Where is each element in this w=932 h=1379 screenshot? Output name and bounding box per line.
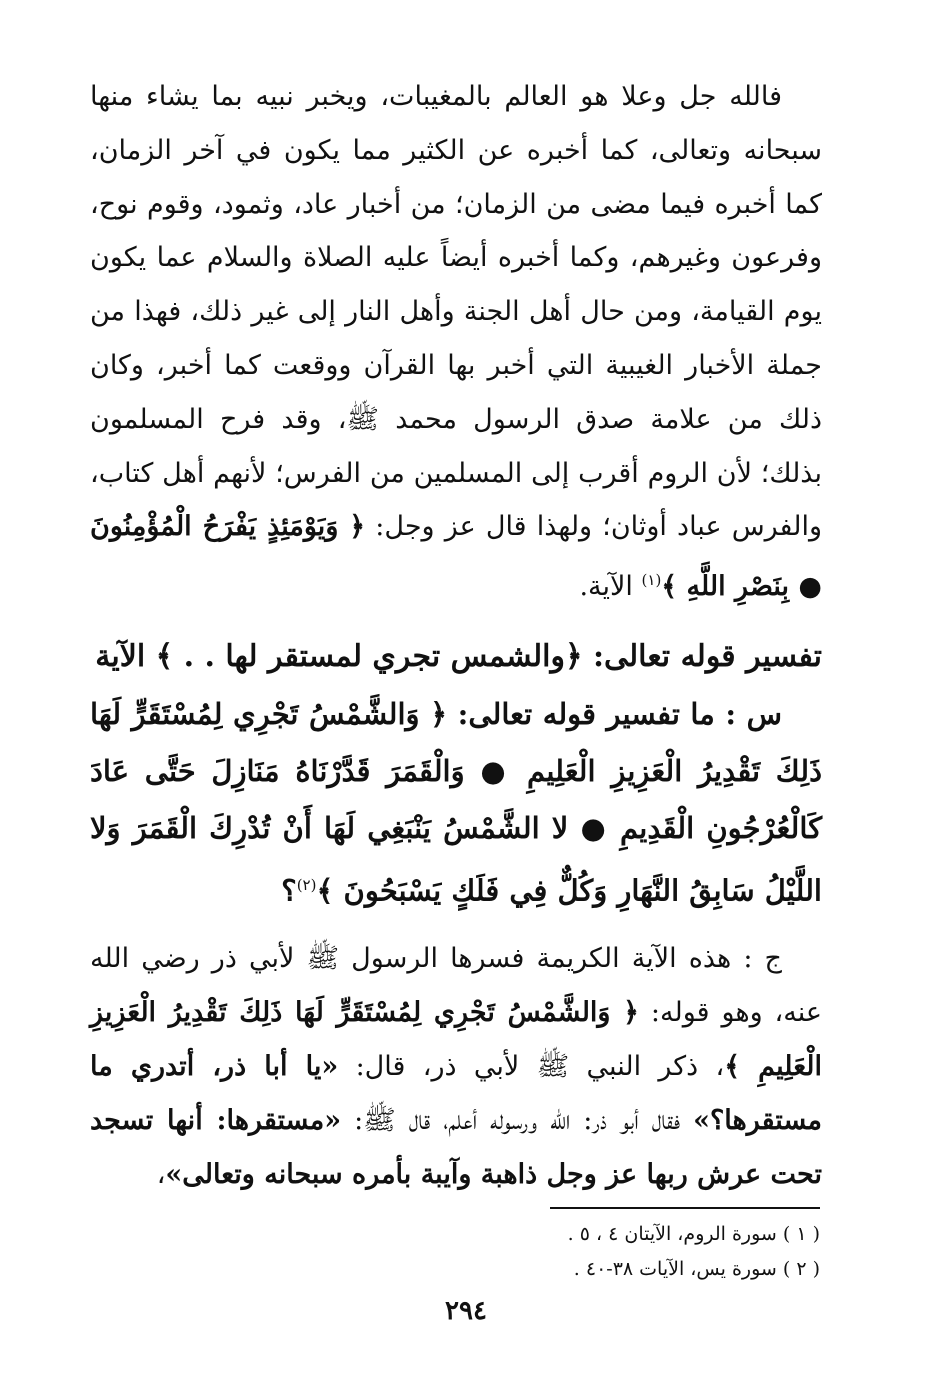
- footnotes: [90, 1217, 820, 1287]
- answer-text: ج : هذه الآية الكريمة فسرها الرسول ﷺ لأبي ذر رضي الله عنه، وهو قوله:: [90, 942, 823, 1028]
- question-end: ؟: [281, 873, 297, 908]
- page-number: ٢٩٤: [445, 1296, 487, 1326]
- answer-paragraph: [90, 932, 822, 1202]
- answer-text: فقال أبو ذر: الله ورسوله أعلم، قال ﷺ:: [341, 1104, 694, 1136]
- paragraph-text: فالله جل وعلا هو العالم بالمغيبات، ويخبر نبيه بما يشاء منها سبحانه وتعالى، كما أخبره عن الكثير مما يكون في آخر الزمان، كما أخبره فيما مضى من الزمان؛ من أخبار عاد، وثمود، وقوم نوح، وفرعون وغيرهم، وكما أخبره أيضاً عليه الصلاة والسلام عما يكون يوم القيامة، ومن حال أهل الجنة وأهل النار إلى غير ذلك، فهذا من جملة الأخبار الغيبية التي أخبر بها القرآن ووقعت كما أخبر، وكان ذلك من علامة صدق الرسول محمد ﷺ، وقد فرح المسلمون بذلك؛ لأن الروم أقرب إلى المسلمين من الفرس؛ لأنهم أهل كتاب، والفرس عباد أوثان؛ ولهذا قال عز وجل:: [90, 81, 822, 543]
- answer-verse: ﴿ وَالشَّمْسُ تَجْرِي لِمُسْتَقَرٍّ لَهَا ذَلِكَ تَقْدِيرُ الْعَزِيزِ الْعَلِيمِ ﴾: [90, 996, 822, 1082]
- hadith-quote: «مستقرها: أنها تسجد تحت عرش ربها عز وجل ذاهبة وآيبة بأمره سبحانه وتعالى»: [90, 1104, 822, 1190]
- answer-text: ،: [156, 1158, 166, 1190]
- section-heading: تفسير قوله تعالى: ﴿والشمس تجري لمستقر لها . . ﴾ الآية: [95, 638, 822, 674]
- footnote-reference: (١): [641, 571, 662, 590]
- quran-verse: ﴿ وَيَوْمَئِذٍ يَفْرَحُ الْمُؤْمِنُونَ ● بِنَصْرِ اللَّهِ ﴾: [90, 511, 822, 603]
- body-paragraph: [90, 70, 822, 614]
- question-verse: ﴿ وَالشَّمْسُ تَجْرِي لِمُسْتَقَرٍّ لَهَا ذَلِكَ تَقْدِيرُ الْعَزِيزِ الْعَلِيمِ ● وَالْقَمَرَ قَدَّرْنَاهُ مَنَازِلَ حَتَّى عَادَ كَالْعُرْجُونِ الْقَدِيمِ ● لا الشَّمْسُ يَنْبَغِي لَهَا أَنْ تُدْرِكَ الْقَمَرَ وَلا اللَّيْلُ سَابِقُ النَّهَارِ وَكُلٌّ فِي فَلَكٍ يَسْبَحُونَ ﴾: [90, 696, 822, 908]
- answer-text: ، ذكر النبي ﷺ لأبي ذر، قال:: [338, 1050, 725, 1082]
- footnote-divider: [550, 1207, 820, 1209]
- verse-suffix: الآية.: [579, 571, 642, 603]
- question-prefix: س : ما تفسير قوله تعالى:: [447, 696, 782, 731]
- footnote: ( ٢ ) سورة يس، الآيات ٣٨-٤٠ .: [573, 1258, 820, 1280]
- question-paragraph: [90, 686, 822, 920]
- footnote-reference: (٢): [296, 875, 317, 894]
- footnote: ( ١ ) سورة الروم، الآيتان ٤ ، ٥ .: [567, 1223, 820, 1245]
- hadith-quote: «يا أبا ذر، أتدري ما مستقرها؟»: [90, 1050, 823, 1136]
